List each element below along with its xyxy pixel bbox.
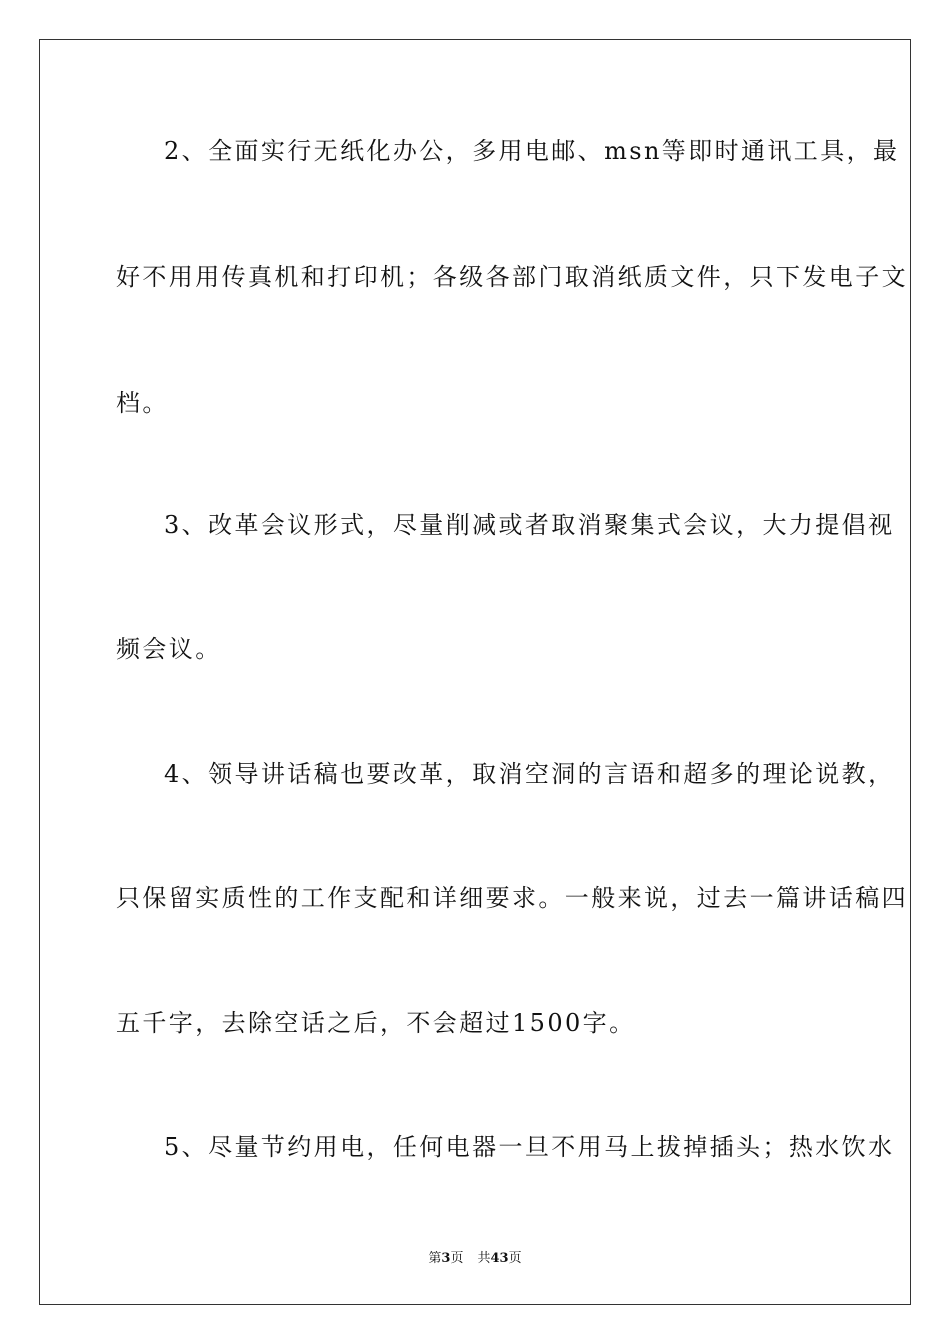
- footer-total-pages: 43: [490, 1251, 509, 1266]
- footer-page-suffix: 页: [450, 1251, 464, 1266]
- paragraph-4-line-3: 五千字，去除空话之后，不会超过1500字。: [116, 1009, 636, 1037]
- paragraph-5-line-1: 5、尽量节约用电，任何电器一旦不用马上拔掉插头；热水饮水: [164, 1133, 895, 1161]
- page-frame: [39, 39, 911, 1305]
- paragraph-2-line-2: 好不用用传真机和打印机；各级各部门取消纸质文件，只下发电子文: [116, 263, 908, 291]
- footer-page-number: 3: [441, 1251, 451, 1266]
- paragraph-3-line-1: 3、改革会议形式，尽量削减或者取消聚集式会议，大力提倡视: [164, 511, 895, 539]
- footer-total-suffix: 页: [508, 1251, 522, 1266]
- footer-total-prefix: 共: [477, 1251, 491, 1266]
- paragraph-2-line-3: 档。: [116, 389, 169, 417]
- page-footer: [0, 1247, 950, 1266]
- paragraph-4-line-2: 只保留实质性的工作支配和详细要求。一般来说，过去一篇讲话稿四: [116, 884, 908, 912]
- footer-prefix: 第: [428, 1251, 442, 1266]
- paragraph-3-line-2: 频会议。: [116, 635, 222, 663]
- paragraph-2-line-1: 2、全面实行无纸化办公，多用电邮、msn等即时通讯工具，最: [164, 137, 900, 165]
- paragraph-4-line-1: 4、领导讲话稿也要改革，取消空洞的言语和超多的理论说教，: [164, 760, 895, 788]
